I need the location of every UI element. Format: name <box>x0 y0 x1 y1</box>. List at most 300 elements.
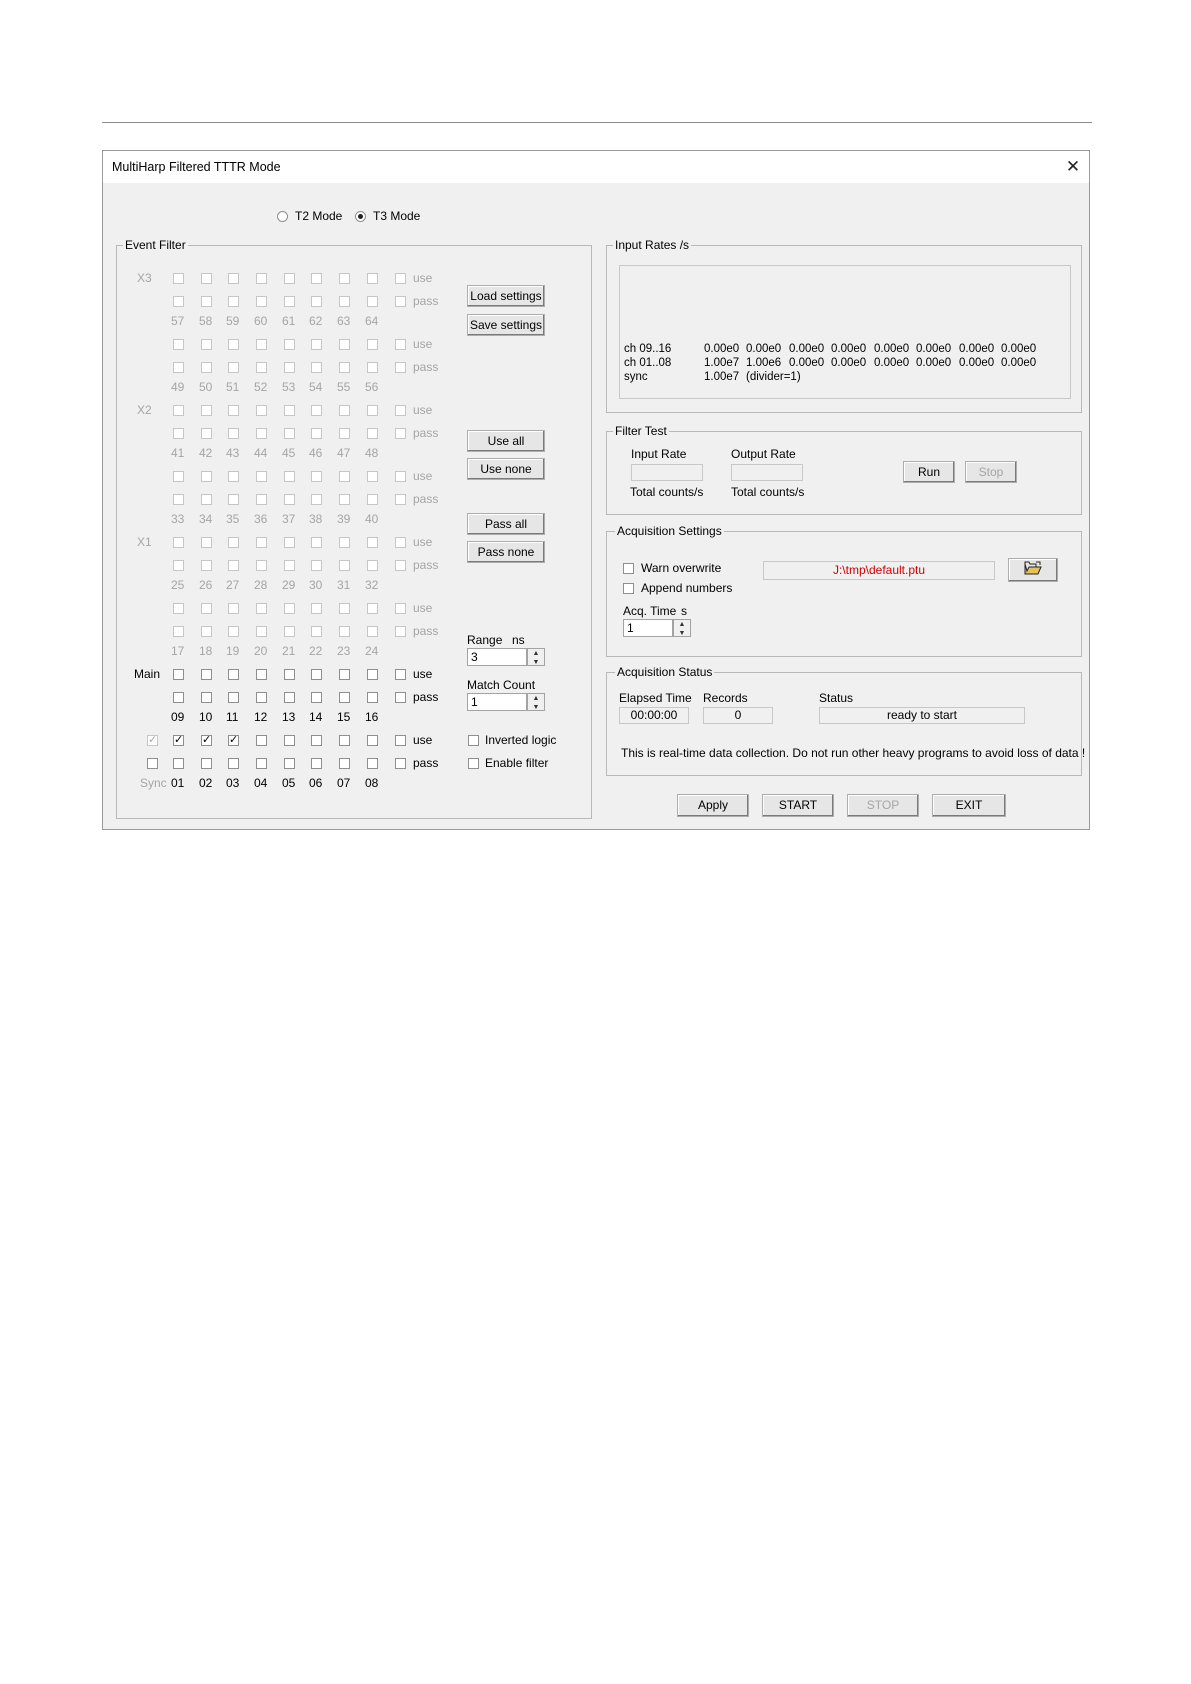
rate-value: 0.00e0 <box>1001 357 1037 369</box>
pass-checkbox-28[interactable] <box>256 560 267 571</box>
pass-checkbox-36[interactable] <box>256 494 267 505</box>
group-pass-checkbox[interactable] <box>395 296 406 307</box>
pass-checkbox-20[interactable] <box>256 626 267 637</box>
rate-value: 0.00e0 <box>959 357 995 369</box>
group-use-checkbox[interactable] <box>395 405 406 416</box>
channel-number-label: 27 <box>226 578 240 592</box>
use-checkbox-08[interactable] <box>367 735 378 746</box>
pass-checkbox-06[interactable] <box>311 758 322 769</box>
channel-number-label: 46 <box>309 446 323 460</box>
rate-value: 0.00e0 <box>789 343 825 355</box>
channel-number-label: 33 <box>171 512 185 526</box>
group-use-checkbox[interactable] <box>395 273 406 284</box>
use-checkbox-53[interactable] <box>284 339 295 350</box>
acquisition-status-title: Acquisition Status <box>617 665 713 679</box>
filter-output-rate-label: Output Rate <box>731 447 796 461</box>
group-pass-checkbox[interactable] <box>395 428 406 439</box>
range-unit: ns <box>512 633 525 647</box>
rate-value: 0.00e0 <box>916 357 952 369</box>
use-none-button[interactable]: Use none <box>467 458 545 480</box>
pass-checkbox-24[interactable] <box>367 626 378 637</box>
rate-value: 0.00e0 <box>746 343 782 355</box>
channel-number-label: 02 <box>199 776 213 790</box>
records-label: Records <box>703 691 748 705</box>
status-value: ready to start <box>819 707 1025 724</box>
use-label: use <box>413 667 433 681</box>
range-spinner[interactable]: ▲ ▼ <box>527 648 545 666</box>
channel-number-label: 03 <box>226 776 240 790</box>
use-checkbox-50[interactable] <box>201 339 212 350</box>
pass-checkbox-23[interactable] <box>339 626 350 637</box>
use-checkbox-23[interactable] <box>339 603 350 614</box>
realtime-warning: This is real-time data collection. Do not run other heavy programs to avoid loss of data ! <box>621 746 1086 760</box>
pass-label: pass <box>413 624 439 638</box>
pass-checkbox-59[interactable] <box>228 296 239 307</box>
status-label: Status <box>819 691 854 705</box>
channel-number-label: 40 <box>365 512 379 526</box>
use-checkbox-47[interactable] <box>339 405 350 416</box>
use-checkbox-28[interactable] <box>256 537 267 548</box>
pass-checkbox-30[interactable] <box>311 560 322 571</box>
use-checkbox-59[interactable] <box>228 273 239 284</box>
use-checkbox-35[interactable] <box>228 471 239 482</box>
use-checkbox-06[interactable] <box>311 735 322 746</box>
t2-mode-label: T2 Mode <box>295 209 343 223</box>
sync-label: Sync <box>140 776 167 790</box>
use-checkbox-56[interactable] <box>367 339 378 350</box>
match-count-input[interactable]: 1 <box>467 693 527 711</box>
channel-number-label: 36 <box>254 512 268 526</box>
channel-number-label: 62 <box>309 314 323 328</box>
pass-checkbox-62[interactable] <box>311 296 322 307</box>
rate-value: (divider=1) <box>746 371 801 383</box>
use-checkbox-18[interactable] <box>201 603 212 614</box>
channel-number-label: 22 <box>309 644 323 658</box>
pass-label: pass <box>413 426 439 440</box>
pass-label: pass <box>413 756 439 770</box>
pass-checkbox-05[interactable] <box>284 758 295 769</box>
channel-number-label: 61 <box>282 314 296 328</box>
use-checkbox-40[interactable] <box>367 471 378 482</box>
channel-number-label: 10 <box>199 710 213 724</box>
group-pass-checkbox[interactable] <box>395 560 406 571</box>
match-count-spinner[interactable]: ▲ ▼ <box>527 693 545 711</box>
acq-time-unit: s <box>681 604 687 618</box>
pass-checkbox-40[interactable] <box>367 494 378 505</box>
open-folder-icon <box>1024 560 1042 582</box>
channel-number-label: 43 <box>226 446 240 460</box>
sync-use-checkbox[interactable]: ✓ <box>148 734 158 746</box>
input-rates-display <box>619 265 1071 399</box>
channel-number-label: 26 <box>199 578 213 592</box>
channel-number-label: 60 <box>254 314 268 328</box>
rate-row-label: sync <box>624 371 648 383</box>
pass-checkbox-64[interactable] <box>367 296 378 307</box>
pass-all-button[interactable]: Pass all <box>467 513 545 535</box>
rate-value: 0.00e0 <box>1001 343 1037 355</box>
use-checkbox-34[interactable] <box>201 471 212 482</box>
channel-number-label: 32 <box>365 578 379 592</box>
use-checkbox-04[interactable] <box>256 735 267 746</box>
pass-checkbox-11[interactable] <box>228 692 239 703</box>
pass-checkbox-63[interactable] <box>339 296 350 307</box>
channel-number-label: 11 <box>226 710 239 724</box>
rate-value: 1.00e7 <box>704 371 740 383</box>
filter-test-title: Filter Test <box>615 424 667 438</box>
dialog-window <box>102 150 1090 830</box>
pass-checkbox-46[interactable] <box>311 428 322 439</box>
channel-number-label: 07 <box>337 776 351 790</box>
channel-number-label: 12 <box>254 710 268 724</box>
pass-checkbox-19[interactable] <box>228 626 239 637</box>
pass-checkbox-54[interactable] <box>311 362 322 373</box>
event-filter-group-label: X3 <box>137 271 152 285</box>
use-checkbox-11[interactable] <box>228 669 239 680</box>
pass-label: pass <box>413 690 439 704</box>
use-checkbox-14[interactable] <box>311 669 322 680</box>
sync-pass-checkbox[interactable] <box>147 758 158 769</box>
use-checkbox-09[interactable] <box>173 669 184 680</box>
acquisition-status-group <box>606 672 1082 776</box>
event-filter-group-label: Main <box>134 667 161 681</box>
channel-number-label: 57 <box>171 314 185 328</box>
pass-checkbox-44[interactable] <box>256 428 267 439</box>
pass-checkbox-39[interactable] <box>339 494 350 505</box>
use-checkbox-44[interactable] <box>256 405 267 416</box>
pass-checkbox-21[interactable] <box>284 626 295 637</box>
channel-number-label: 09 <box>171 710 185 724</box>
event-filter-group-label: X1 <box>137 535 152 549</box>
channel-number-label: 13 <box>282 710 296 724</box>
t3-mode-label: T3 Mode <box>373 209 421 223</box>
channel-number-label: 64 <box>365 314 379 328</box>
use-checkbox-45[interactable] <box>284 405 295 416</box>
use-checkbox-31[interactable] <box>339 537 350 548</box>
pass-checkbox-48[interactable] <box>367 428 378 439</box>
rate-value: 0.00e0 <box>704 343 740 355</box>
stop-button[interactable]: STOP <box>847 794 919 817</box>
window-title: MultiHarp Filtered TTTR Mode <box>112 160 281 174</box>
pass-checkbox-37[interactable] <box>284 494 295 505</box>
channel-number-label: 59 <box>226 314 240 328</box>
filter-input-rate-field <box>631 464 703 481</box>
exit-button[interactable]: EXIT <box>932 794 1006 817</box>
filter-input-unit-label: Total counts/s <box>630 485 704 499</box>
channel-number-label: 31 <box>337 578 351 592</box>
channel-number-label: 52 <box>254 380 268 394</box>
use-checkbox-36[interactable] <box>256 471 267 482</box>
use-checkbox-37[interactable] <box>284 471 295 482</box>
use-checkbox-17[interactable] <box>173 603 184 614</box>
rate-row-label: ch 09..16 <box>624 343 672 355</box>
pass-checkbox-13[interactable] <box>284 692 295 703</box>
use-label: use <box>413 535 433 549</box>
pass-checkbox-41[interactable] <box>173 428 184 439</box>
pass-checkbox-17[interactable] <box>173 626 184 637</box>
rate-value: 1.00e7 <box>704 357 740 369</box>
pass-label: pass <box>413 558 439 572</box>
group-use-checkbox[interactable] <box>395 339 406 350</box>
apply-button[interactable]: Apply <box>677 794 749 817</box>
pass-checkbox-52[interactable] <box>256 362 267 373</box>
channel-number-label: 08 <box>365 776 379 790</box>
pass-checkbox-58[interactable] <box>201 296 212 307</box>
channel-number-label: 17 <box>171 644 185 658</box>
channel-number-label: 35 <box>226 512 240 526</box>
pass-checkbox-32[interactable] <box>367 560 378 571</box>
t2-mode-radio[interactable] <box>277 211 288 222</box>
channel-number-label: 42 <box>199 446 213 460</box>
pass-checkbox-31[interactable] <box>339 560 350 571</box>
use-label: use <box>413 403 433 417</box>
group-use-checkbox[interactable] <box>395 603 406 614</box>
warn-overwrite-label: Warn overwrite <box>641 561 722 575</box>
group-use-checkbox[interactable] <box>395 735 406 746</box>
rate-value: 0.00e0 <box>874 343 910 355</box>
channel-number-label: 28 <box>254 578 268 592</box>
rate-value: 1.00e6 <box>746 357 782 369</box>
use-checkbox-29[interactable] <box>284 537 295 548</box>
title-bar <box>103 151 1089 183</box>
pass-label: pass <box>413 492 439 506</box>
event-filter-group-label: X2 <box>137 403 152 417</box>
use-checkbox-25[interactable] <box>173 537 184 548</box>
browse-folder-button[interactable] <box>1008 558 1058 582</box>
pass-checkbox-53[interactable] <box>284 362 295 373</box>
channel-number-label: 53 <box>282 380 296 394</box>
pass-checkbox-29[interactable] <box>284 560 295 571</box>
use-checkbox-26[interactable] <box>201 537 212 548</box>
use-checkbox-39[interactable] <box>339 471 350 482</box>
elapsed-time-label: Elapsed Time <box>619 691 692 705</box>
channel-number-label: 14 <box>309 710 323 724</box>
use-checkbox-05[interactable] <box>284 735 295 746</box>
channel-number-label: 58 <box>199 314 213 328</box>
pass-checkbox-08[interactable] <box>367 758 378 769</box>
use-checkbox-16[interactable] <box>367 669 378 680</box>
use-label: use <box>413 337 433 351</box>
use-checkbox-03[interactable]: ✓ <box>229 734 239 746</box>
pass-checkbox-43[interactable] <box>228 428 239 439</box>
pass-checkbox-56[interactable] <box>367 362 378 373</box>
pass-checkbox-51[interactable] <box>228 362 239 373</box>
group-use-checkbox[interactable] <box>395 471 406 482</box>
use-checkbox-57[interactable] <box>173 273 184 284</box>
use-checkbox-38[interactable] <box>311 471 322 482</box>
pass-checkbox-22[interactable] <box>311 626 322 637</box>
channel-number-label: 38 <box>309 512 323 526</box>
use-checkbox-64[interactable] <box>367 273 378 284</box>
use-checkbox-61[interactable] <box>284 273 295 284</box>
use-checkbox-54[interactable] <box>311 339 322 350</box>
use-label: use <box>413 271 433 285</box>
filter-input-rate-label: Input Rate <box>631 447 687 461</box>
pass-checkbox-49[interactable] <box>173 362 184 373</box>
channel-number-label: 55 <box>337 380 351 394</box>
acq-time-label: Acq. Time <box>623 604 677 618</box>
channel-number-label: 06 <box>309 776 323 790</box>
t3-mode-radio[interactable] <box>355 211 366 222</box>
enable-filter-label: Enable filter <box>485 756 549 770</box>
use-checkbox-63[interactable] <box>339 273 350 284</box>
channel-number-label: 15 <box>337 710 351 724</box>
pass-checkbox-12[interactable] <box>256 692 267 703</box>
acquisition-settings-title: Acquisition Settings <box>617 524 722 538</box>
group-pass-checkbox[interactable] <box>395 692 406 703</box>
channel-number-label: 34 <box>199 512 213 526</box>
use-checkbox-32[interactable] <box>367 537 378 548</box>
rate-value: 0.00e0 <box>789 357 825 369</box>
use-checkbox-49[interactable] <box>173 339 184 350</box>
pass-checkbox-35[interactable] <box>228 494 239 505</box>
warn-overwrite-checkbox[interactable] <box>623 563 634 574</box>
match-count-label: Match Count <box>467 678 536 692</box>
range-input[interactable]: 3 <box>467 648 527 666</box>
channel-number-label: 29 <box>282 578 296 592</box>
use-label: use <box>413 733 433 747</box>
pass-checkbox-25[interactable] <box>173 560 184 571</box>
channel-number-label: 21 <box>282 644 296 658</box>
output-file-path[interactable]: J:\tmp\default.ptu <box>763 561 995 580</box>
elapsed-time-value: 00:00:00 <box>619 707 689 724</box>
channel-number-label: 45 <box>282 446 296 460</box>
use-checkbox-43[interactable] <box>228 405 239 416</box>
pass-label: pass <box>413 294 439 308</box>
use-checkbox-01[interactable]: ✓ <box>174 734 184 746</box>
rate-value: 0.00e0 <box>831 343 867 355</box>
use-checkbox-19[interactable] <box>228 603 239 614</box>
channel-number-label: 37 <box>282 512 296 526</box>
pass-checkbox-09[interactable] <box>173 692 184 703</box>
save-settings-button[interactable]: Save settings <box>467 314 545 336</box>
channel-number-label: 56 <box>365 380 379 394</box>
append-numbers-checkbox[interactable] <box>623 583 634 594</box>
use-checkbox-48[interactable] <box>367 405 378 416</box>
channel-number-label: 05 <box>282 776 296 790</box>
load-settings-button[interactable]: Load settings <box>467 285 545 307</box>
channel-number-label: 48 <box>365 446 379 460</box>
group-pass-checkbox[interactable] <box>395 494 406 505</box>
pass-checkbox-45[interactable] <box>284 428 295 439</box>
group-use-checkbox[interactable] <box>395 669 406 680</box>
pass-checkbox-27[interactable] <box>228 560 239 571</box>
use-checkbox-27[interactable] <box>228 537 239 548</box>
event-filter-title: Event Filter <box>125 238 186 252</box>
channel-number-label: 30 <box>309 578 323 592</box>
inverted-logic-label: Inverted logic <box>485 733 557 747</box>
use-checkbox-21[interactable] <box>284 603 295 614</box>
use-all-button[interactable]: Use all <box>467 430 545 452</box>
use-checkbox-20[interactable] <box>256 603 267 614</box>
inverted-logic-checkbox[interactable] <box>468 735 479 746</box>
channel-number-label: 01 <box>171 776 185 790</box>
pass-checkbox-04[interactable] <box>256 758 267 769</box>
use-checkbox-55[interactable] <box>339 339 350 350</box>
pass-checkbox-16[interactable] <box>367 692 378 703</box>
use-checkbox-13[interactable] <box>284 669 295 680</box>
pass-checkbox-38[interactable] <box>311 494 322 505</box>
pass-checkbox-42[interactable] <box>201 428 212 439</box>
pass-none-button[interactable]: Pass none <box>467 541 545 563</box>
use-checkbox-07[interactable] <box>339 735 350 746</box>
use-checkbox-10[interactable] <box>201 669 212 680</box>
start-button[interactable]: START <box>762 794 834 817</box>
acq-time-spinner[interactable]: ▲ ▼ <box>673 619 691 637</box>
rate-value: 0.00e0 <box>959 343 995 355</box>
use-checkbox-52[interactable] <box>256 339 267 350</box>
pass-checkbox-07[interactable] <box>339 758 350 769</box>
filter-run-button[interactable]: Run <box>903 461 955 483</box>
channel-number-label: 50 <box>199 380 213 394</box>
page-top-rule <box>102 122 1092 123</box>
pass-checkbox-33[interactable] <box>173 494 184 505</box>
use-checkbox-30[interactable] <box>311 537 322 548</box>
pass-checkbox-60[interactable] <box>256 296 267 307</box>
use-checkbox-46[interactable] <box>311 405 322 416</box>
use-checkbox-51[interactable] <box>228 339 239 350</box>
enable-filter-checkbox[interactable] <box>468 758 479 769</box>
use-checkbox-41[interactable] <box>173 405 184 416</box>
use-checkbox-33[interactable] <box>173 471 184 482</box>
pass-checkbox-47[interactable] <box>339 428 350 439</box>
pass-checkbox-26[interactable] <box>201 560 212 571</box>
use-checkbox-12[interactable] <box>256 669 267 680</box>
use-checkbox-60[interactable] <box>256 273 267 284</box>
group-pass-checkbox[interactable] <box>395 758 406 769</box>
use-checkbox-15[interactable] <box>339 669 350 680</box>
rate-row-label: ch 01..08 <box>624 357 672 369</box>
use-label: use <box>413 601 433 615</box>
use-checkbox-58[interactable] <box>201 273 212 284</box>
pass-checkbox-50[interactable] <box>201 362 212 373</box>
pass-checkbox-55[interactable] <box>339 362 350 373</box>
pass-checkbox-15[interactable] <box>339 692 350 703</box>
filter-stop-button[interactable]: Stop <box>965 461 1017 483</box>
use-checkbox-62[interactable] <box>311 273 322 284</box>
group-pass-checkbox[interactable] <box>395 362 406 373</box>
channel-number-label: 49 <box>171 380 185 394</box>
pass-checkbox-34[interactable] <box>201 494 212 505</box>
channel-number-label: 25 <box>171 578 185 592</box>
channel-number-label: 18 <box>199 644 213 658</box>
group-pass-checkbox[interactable] <box>395 626 406 637</box>
pass-checkbox-01[interactable] <box>173 758 184 769</box>
channel-number-label: 24 <box>365 644 379 658</box>
pass-checkbox-03[interactable] <box>228 758 239 769</box>
channel-number-label: 54 <box>309 380 323 394</box>
pass-checkbox-61[interactable] <box>284 296 295 307</box>
channel-number-label: 16 <box>365 710 379 724</box>
channel-number-label: 41 <box>171 446 185 460</box>
pass-checkbox-57[interactable] <box>173 296 184 307</box>
close-icon[interactable]: ✕ <box>1065 157 1081 176</box>
pass-label: pass <box>413 360 439 374</box>
use-checkbox-42[interactable] <box>201 405 212 416</box>
channel-number-label: 39 <box>337 512 351 526</box>
append-numbers-label: Append numbers <box>641 581 733 595</box>
group-use-checkbox[interactable] <box>395 537 406 548</box>
use-checkbox-22[interactable] <box>311 603 322 614</box>
pass-checkbox-10[interactable] <box>201 692 212 703</box>
acq-time-input[interactable]: 1 <box>623 619 673 637</box>
use-checkbox-24[interactable] <box>367 603 378 614</box>
pass-checkbox-14[interactable] <box>311 692 322 703</box>
channel-number-label: 20 <box>254 644 268 658</box>
pass-checkbox-18[interactable] <box>201 626 212 637</box>
use-checkbox-02[interactable]: ✓ <box>202 734 212 746</box>
records-value: 0 <box>703 707 773 724</box>
pass-checkbox-02[interactable] <box>201 758 212 769</box>
